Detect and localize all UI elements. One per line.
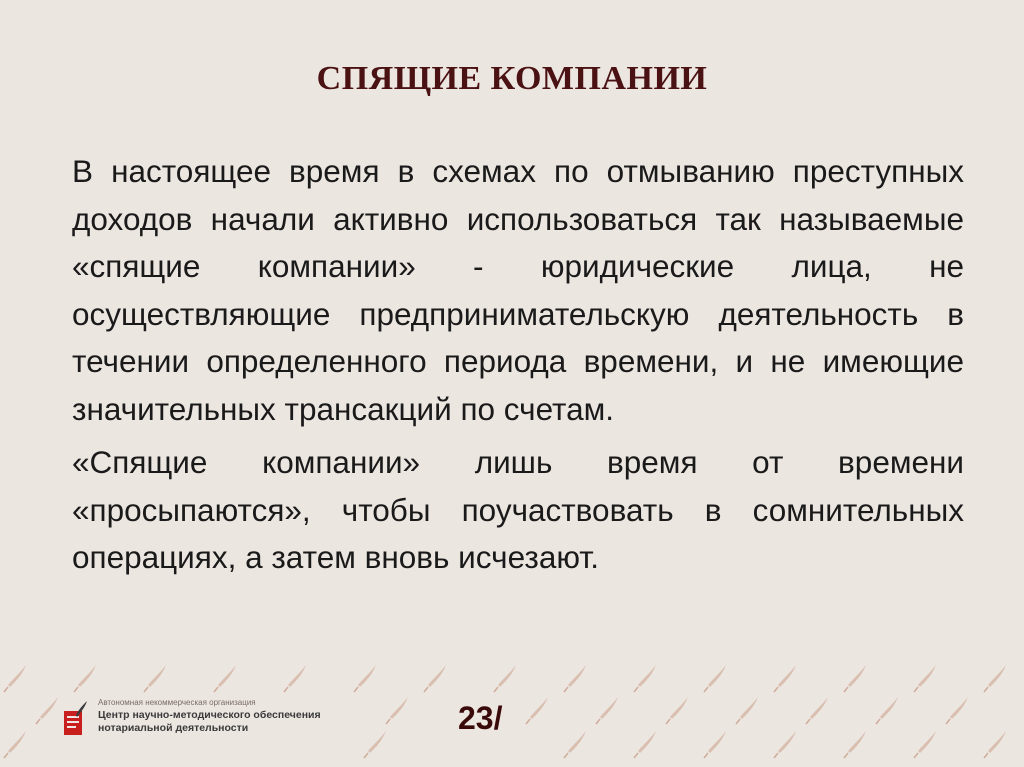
slide-title: СПЯЩИЕ КОМПАНИИ xyxy=(316,60,708,97)
page-number: 23/ xyxy=(458,700,503,736)
logo-org-name-line1: Центр научно-методического обеспечения xyxy=(98,709,321,721)
slide-body xyxy=(72,148,964,588)
logo-org-name-line2: нотариальной деятельности xyxy=(98,722,249,734)
logo-org-type: Автономная некоммерческая организация xyxy=(98,698,256,707)
paragraph-2: «Спящие компании» лишь время от времени «просыпаются», чтобы поучаствовать в сомнительных операциях, а затем вновь исчезают. xyxy=(72,444,964,575)
logo-text xyxy=(98,697,321,735)
notary-quill-logo-icon xyxy=(62,701,88,737)
paragraph-1: В настоящее время в схемах по отмыванию преступных доходов начали активно использоваться так называемые «спящие компании» - юридические лица, не осуществляющие предпринимательскую деятельность в течении определенного периода времени, и не имеющие значительных трансакций по счетам. xyxy=(72,153,964,427)
organization-logo xyxy=(62,697,352,743)
